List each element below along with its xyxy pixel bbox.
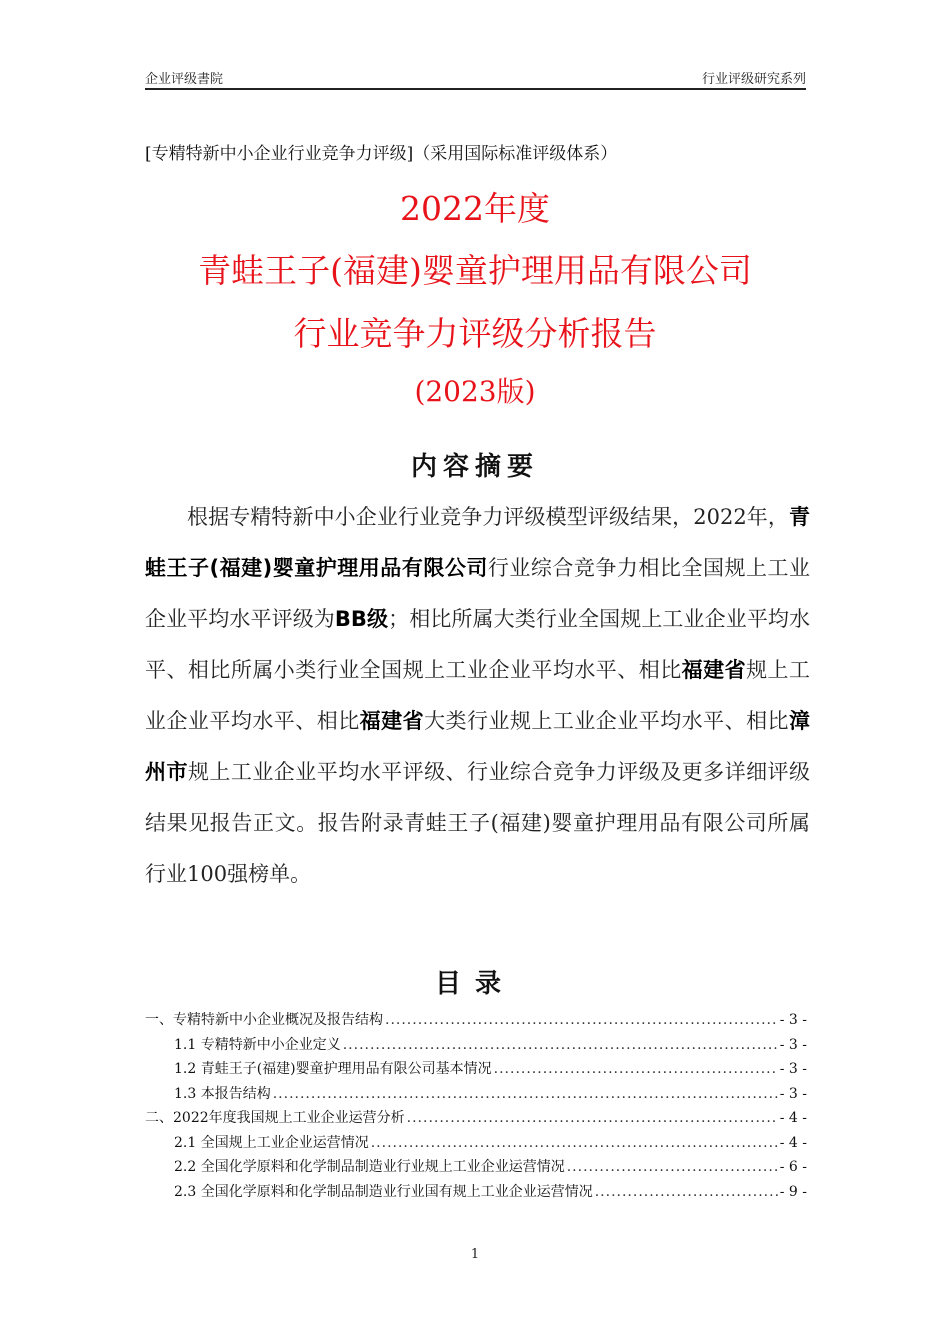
summary-emphasis: 福建省 bbox=[359, 709, 425, 733]
toc-entry[interactable] bbox=[145, 1009, 807, 1034]
summary-emphasis: 漳州市 bbox=[145, 709, 811, 784]
toc-entry-label: 1.3 本报告结构 bbox=[174, 1085, 271, 1102]
toc-entry-page: - 6 - bbox=[779, 1159, 807, 1175]
toc-entry-page: - 4 - bbox=[779, 1134, 807, 1151]
page-number: 1 bbox=[470, 1247, 480, 1262]
toc-entry-label: 2.3 全国化学原料和化学制品制造业行业国有规上工业企业运营情况 bbox=[174, 1183, 593, 1200]
summary-emphasis: 福建省 bbox=[681, 658, 747, 682]
toc-entry-label: 2.1 全国规上工业企业运营情况 bbox=[174, 1134, 369, 1151]
toc-leader-dots bbox=[595, 1184, 778, 1200]
summary-text: 大类行业规上工业企业平均水平、相比 bbox=[424, 709, 790, 733]
toc-entry[interactable] bbox=[145, 1058, 807, 1083]
report-tagline: [专精特新中小企业行业竞争力评级]（采用国际标准评级体系） bbox=[145, 144, 618, 164]
page-header bbox=[145, 68, 806, 90]
toc-entry[interactable] bbox=[145, 1034, 807, 1059]
header-publisher: 企业评级書院 bbox=[145, 72, 224, 87]
toc-leader-dots bbox=[494, 1061, 778, 1077]
toc-entry[interactable] bbox=[145, 1083, 807, 1108]
toc-entry-label: 1.2 青蛙王子(福建)婴童护理用品有限公司基本情况 bbox=[174, 1061, 492, 1077]
toc-leader-dots bbox=[343, 1037, 778, 1053]
toc-heading: 目录 bbox=[434, 969, 515, 999]
toc-entry-page: - 4 - bbox=[779, 1110, 807, 1126]
summary-text: 规上工业企业平均水平评级、行业综合竞争力评级及更多详细评级结果见报告正文。报告附录青蛙王子(福建)婴童护理用品有限公司所属行业100强榜单。 bbox=[145, 760, 811, 886]
toc-entry[interactable] bbox=[145, 1156, 807, 1181]
toc-entry-page: - 3 - bbox=[779, 1036, 807, 1053]
summary-body bbox=[145, 492, 810, 900]
header-series: 行业评级研究系列 bbox=[701, 72, 806, 87]
toc-leader-dots bbox=[385, 1012, 778, 1028]
toc-entry-page: - 3 - bbox=[779, 1061, 807, 1077]
summary-emphasis: BB级 bbox=[334, 607, 389, 631]
table-of-contents bbox=[145, 1009, 807, 1205]
title-year: 2022年度 bbox=[400, 189, 550, 228]
toc-entry-label: 二、2022年度我国规上工业企业运营分析 bbox=[145, 1110, 405, 1126]
summary-text: 规上工业企业平均水平、相比 bbox=[145, 658, 811, 733]
toc-entry[interactable] bbox=[145, 1181, 807, 1206]
summary-text: ；相比所属大类行业全国规上工业企业平均水平、相比所属小类行业全国规上工业企业平均水平、相比 bbox=[145, 607, 811, 682]
toc-leader-dots bbox=[407, 1110, 778, 1126]
summary-heading: 内容摘要 bbox=[410, 452, 539, 482]
toc-leader-dots bbox=[273, 1086, 778, 1102]
toc-entry-label: 2.2 全国化学原料和化学制品制造业行业规上工业企业运营情况 bbox=[174, 1159, 565, 1175]
toc-leader-dots bbox=[371, 1135, 778, 1151]
toc-entry[interactable] bbox=[145, 1107, 807, 1132]
title-report-name: 行业竞争力评级分析报告 bbox=[293, 314, 657, 353]
title-edition: (2023版) bbox=[414, 375, 536, 408]
toc-entry-page: - 9 - bbox=[779, 1183, 807, 1200]
summary-emphasis: 青蛙王子(福建)婴童护理用品有限公司 bbox=[145, 505, 810, 580]
toc-entry-page: - 3 - bbox=[779, 1012, 807, 1028]
toc-entry-label: 一、专精特新中小企业概况及报告结构 bbox=[145, 1012, 383, 1028]
title-company: 青蛙王子(福建)婴童护理用品有限公司 bbox=[198, 251, 752, 290]
toc-entry[interactable] bbox=[145, 1132, 807, 1157]
summary-text: 行业综合竞争力相比全国规上工业企业平均水平评级为 bbox=[145, 556, 810, 631]
toc-entry-label: 1.1 专精特新中小企业定义 bbox=[174, 1036, 341, 1053]
toc-entry-page: - 3 - bbox=[779, 1085, 807, 1102]
summary-text: 根据专精特新中小企业行业竞争力评级模型评级结果，2022年， bbox=[187, 505, 789, 529]
summary-paragraph bbox=[145, 492, 810, 900]
toc-leader-dots bbox=[567, 1159, 778, 1175]
